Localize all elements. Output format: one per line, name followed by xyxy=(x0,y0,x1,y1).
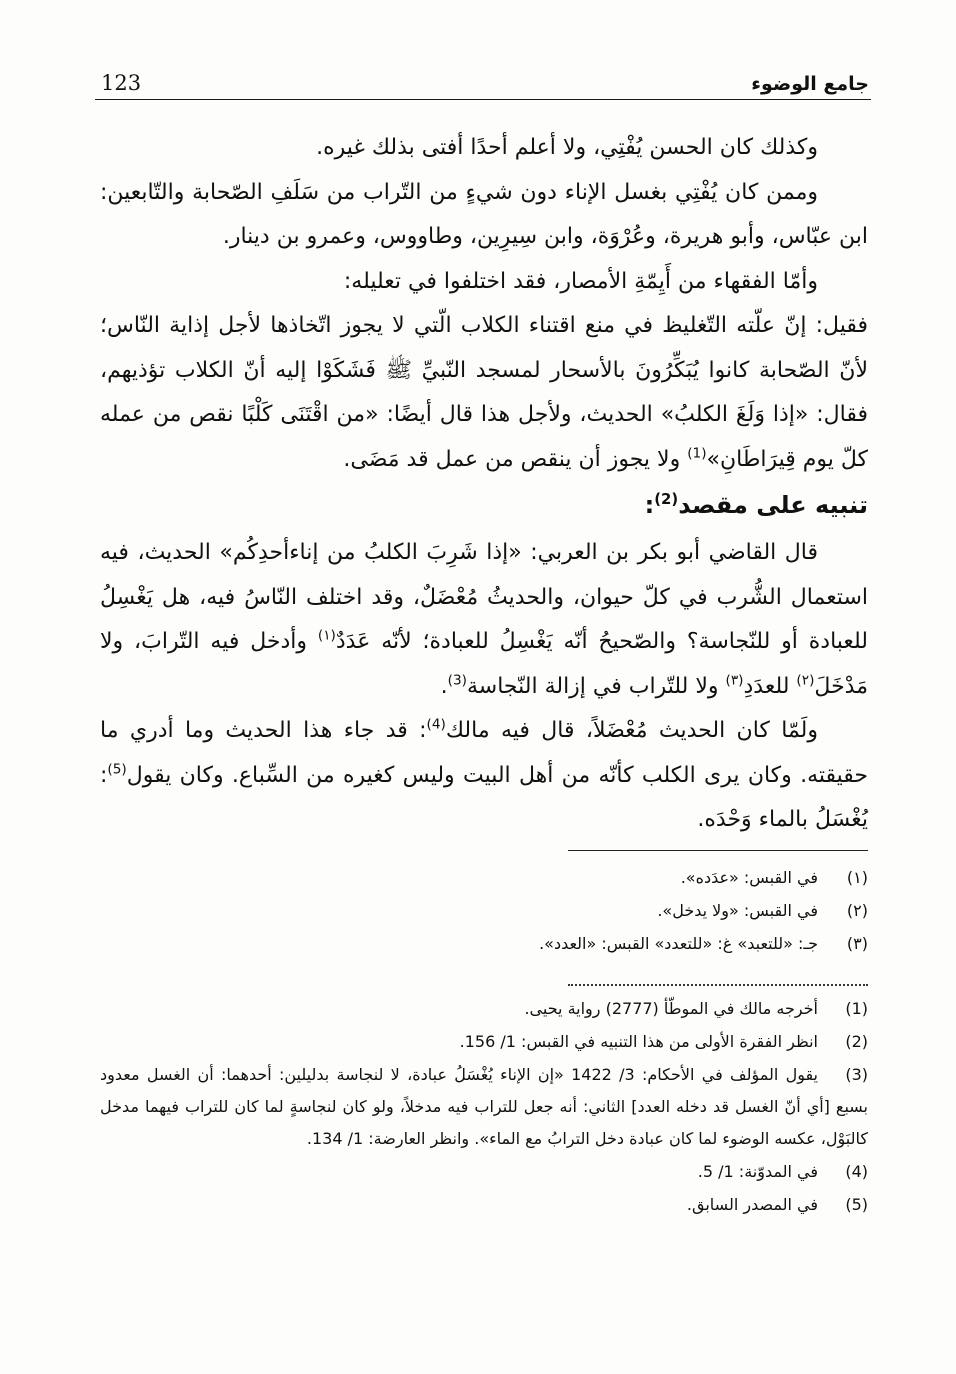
variant-note xyxy=(100,895,868,927)
text-run: : قد جاء هذا الحديث وما أدري ما حقيقته. وكان يرى الكلب كأنّه من أهل البيت وليس كغيره من السِّباع. وكان يقول xyxy=(100,718,868,788)
footnote-reference: (٢) xyxy=(796,672,815,689)
footnote-text: يقول المؤلف في الأحكام: 3/ 1422 «إن الإناء يُغْسَلُ عبادة، لا لنجاسة بدليلين: أحدهما: أن الغسل معدود بسبع [أي أنّ الغسل قد دخله العدد] الثاني: أنه جعل للتراب فيه مدخلاً، ولو كان لنجاسةٍ لما كان للتراب فيهما مدخل كالبَوْل، عكسه الوضوء لما كان عبادة دخل الترابُ مع الماء». وانظر العارضة: 1/ 134. xyxy=(100,1064,868,1148)
footnote xyxy=(100,1156,868,1188)
running-title: جامع الوضوء xyxy=(751,73,869,95)
text-run: ولا للتّراب في إزالة النّجاسة xyxy=(466,673,726,699)
footnote-text: في المدوّنة: 1/ 5. xyxy=(697,1161,818,1181)
footnote-reference: (1) xyxy=(687,445,707,462)
footnote xyxy=(100,993,868,1025)
text-run: ولا يجوز أن ينقص من عمل قد مَضَى. xyxy=(343,446,688,472)
text-run: : xyxy=(644,491,655,519)
body-paragraph xyxy=(100,531,868,709)
running-header xyxy=(95,64,871,100)
footnote-reference: (5) xyxy=(107,761,127,778)
text-run: فقيل: إنّ علّته التّغليظ في منع اقتناء الكلاب الّتي لا يجوز اتّخاذها لأجل إذاية النّاس؛ لأنّ الصّحابة كانوا يُبَكِّرُونَ بالأسحار لمسجد النّبيِّ ﷺ فَشَكَوْا إليه أنّ الكلاب تؤذيهم، فقال: «إذا وَلَغَ الكلبُ» الحديث، ولأجل هذا قال أيضًا: «من اقْتَنَى كَلْبًا نقص من عمله كلّ يوم قِيرَاطَانِ» xyxy=(100,313,868,472)
footnote-separator-line xyxy=(568,850,868,851)
text-run: وأدخل فيه التّرابَ، ولا مَدْخَلَ xyxy=(100,629,868,699)
footnote-number: (5) xyxy=(845,1194,868,1214)
body-paragraph xyxy=(100,709,868,843)
footnote xyxy=(100,1059,868,1155)
variant-note xyxy=(100,928,868,960)
variant-note-text: جـ: «للتعبد» غ: «للتعدد» القبس: «العدد». xyxy=(539,933,818,953)
variant-note-number: (٢) xyxy=(846,900,868,920)
footnotes xyxy=(100,993,868,1221)
text-run: قال القاضي أبو بكر بن العربي: «إذا شَرِبَ الكلبُ من إناءأحدِكُم» الحديث، فيه استعمال الشُّرب في كلّ حيوان، والحديثُ مُعْضَلٌ، وقد اختلف النّاسُ فيه، هل يَغْسِلُ للعبادة أو للنّجاسة؟ والصّحيحُ أنّه يَغْسِلُ للعبادة؛ لأنّه عَدَدٌ xyxy=(100,540,869,654)
text-run: للعدَدِ xyxy=(743,673,797,699)
footnote-number: (3) xyxy=(845,1064,869,1084)
text-run: تنبيه على مقصد xyxy=(678,491,868,519)
variant-notes xyxy=(100,862,868,960)
footnote xyxy=(100,1189,868,1221)
text-run: . xyxy=(440,673,448,699)
footnote-reference: (١) xyxy=(317,627,336,644)
footnote-reference: (3) xyxy=(447,672,467,689)
page-number: 123 xyxy=(101,71,142,95)
text-run: وممن كان يُفْتِي بغسل الإناء دون شيءٍ من التّراب من سَلَفِ الصّحابة والتّابعين: ابن عبّاس، وأبو هريرة، وعُرْوَة، وابن سِيرِين، وطاووس، وعمرو بن دينار. xyxy=(100,179,868,249)
body-paragraph xyxy=(100,171,868,260)
text-run: : يُغْسَلُ بالماء وَحْدَه. xyxy=(100,762,868,832)
footnote-text: أخرجه مالك في الموطّأ (2777) رواية يحيى. xyxy=(524,998,818,1018)
footnote-reference: (2) xyxy=(654,490,679,508)
variant-note-number: (١) xyxy=(846,867,868,887)
variant-note-number: (٣) xyxy=(846,933,868,953)
variant-note-text: في القبس: «عدَده». xyxy=(680,867,818,887)
footnote xyxy=(100,1026,868,1058)
page-body xyxy=(100,126,868,1221)
body-paragraph xyxy=(100,126,868,171)
text-run: ولَمّا كان الحديث مُعْضَلاً، قال فيه مالك xyxy=(445,718,818,743)
footnote-number: (4) xyxy=(845,1161,868,1181)
footnote-reference: (٣) xyxy=(725,672,744,689)
footnote-number: (1) xyxy=(845,998,868,1018)
footnote-text: انظر الفقرة الأولى من هذا التنبيه في القبس: 1/ 156. xyxy=(459,1031,818,1051)
text-run: وأمّا الفقهاء من أَيِمّةِ الأمصار، فقد اختلفوا في تعليله: xyxy=(343,268,818,294)
text-run: وكذلك كان الحسن يُفْتِي، ولا أعلم أحدًا أفتى بذلك غيره. xyxy=(316,135,818,160)
variant-note xyxy=(100,862,868,894)
section-heading xyxy=(100,482,868,528)
body-paragraph xyxy=(100,304,868,482)
footnote-dotted-separator xyxy=(568,984,868,986)
footnote-number: (2) xyxy=(845,1031,868,1051)
variant-note-text: في القبس: «ولا يدخل». xyxy=(657,900,818,920)
footnote-reference: (4) xyxy=(426,716,446,733)
footnote-text: في المصدر السابق. xyxy=(686,1194,818,1214)
body-paragraph xyxy=(100,260,868,305)
